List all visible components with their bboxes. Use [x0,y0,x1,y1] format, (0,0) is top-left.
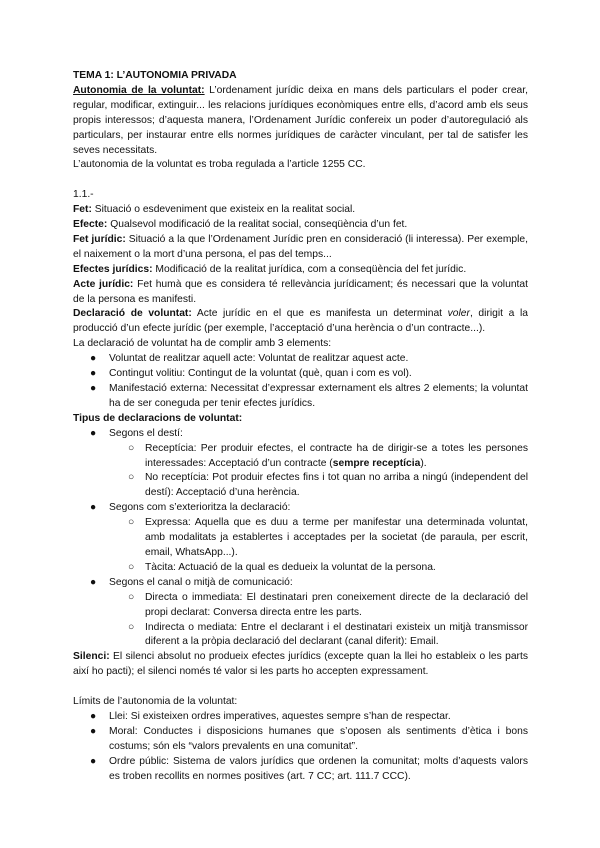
section-number: 1.1.- [73,189,94,201]
list-item-text: Manifestació externa: Necessitat d’expressar externament els altres 2 elements; la voluntat ha de ser coneguda per tenir efectes jurídics. [109,383,528,409]
definition-term: Fet: [73,204,92,216]
spacer [73,680,528,695]
document-page [73,69,528,784]
list-item-text: Segons com s’exterioritza la declaració: [109,502,291,514]
bullet-icon: ● [90,368,97,380]
definition-term: Efectes jurídics: [73,263,153,275]
list-item-text: Llei: Si existeixen ordres imperatives, aquestes sempre s’han de respectar. [109,710,451,722]
circle-bullet-icon: ○ [128,442,135,454]
silenci-term: Silenci: [73,651,110,663]
circle-bullet-icon: ○ [128,561,135,573]
declaracio-paragraph [73,307,528,337]
sublist-item [73,561,528,576]
tipus-heading: Tipus de declaracions de voluntat: [73,412,243,424]
sublist-item [73,516,528,561]
bullet-icon: ● [90,725,97,737]
definition-term: Acte jurídic: [73,278,134,290]
document-title: TEMA 1: L’AUTONOMIA PRIVADA [73,70,237,81]
sublist-item-text: Receptícia: Per produir efectes, el contracte ha de dirigir-se a totes les persones interessades: Acceptació d’un contracte ( [145,442,528,469]
tipus-list [73,427,528,651]
sublist-item-text: ). [420,457,427,469]
list-item-text: Voluntat de realitzar aquell acte: Voluntat de realitzar aquest acte. [109,353,409,365]
limits-heading: Límits de l’autonomia de la voluntat: [73,696,238,708]
bullet-icon: ● [90,353,97,365]
declaracio-elements-list [73,352,528,412]
autonomia-text: L’ordenament jurídic deixa en mans dels particulars el poder crear, regular, modificar, extinguir... les relacions jurídiques econòmiques entre ells, d’acord amb els seus propis interessos; d’aquesta manera, l’Ordenament Jurídic confereix un poder d’autoregulació als particulars, per instaurar entre ells normes jurídiques de caràcter vinculant, per tal de satisfer les seves necessitats. [73,84,528,156]
circle-bullet-icon: ○ [128,591,135,603]
bullet-icon: ● [90,755,97,767]
declaracio-text-a: Acte jurídic en el que es manifesta un determinat [191,308,448,320]
list-item [73,501,528,576]
list-item-text: Segons el canal o mitjà de comunicació: [109,576,293,588]
sublist-item-text: Tàcita: Actuació de la qual es dedueix la voluntat de la persona. [145,561,436,573]
list-item [73,382,528,412]
definition-term: Fet jurídic: [73,233,126,245]
circle-bullet-icon: ○ [128,621,135,633]
bullet-icon: ● [90,710,97,722]
sublist-item [73,471,528,501]
silenci-text: El silenci absolut no produeix efectes jurídics (excepte quan la llei ho estableix o les parts així ho pacti); el silenci només té valor si les parts ho accepten expressament. [73,651,528,678]
declaracio-intro: La declaració de voluntat ha de complir amb 3 elements: [73,338,332,350]
list-item [73,710,528,725]
autonomia-term: Autonomia de la voluntat: [73,84,205,96]
sublist-item-text: Expressa: Aquella que es duu a terme per manifestar una determinada voluntat, amb modalitats ja establertes i acceptades per la societat (de paraula, per escrit, email, WhatsApp...). [145,517,528,558]
sublist-item-bold: sempre receptícia [332,457,421,469]
bullet-icon: ● [90,576,97,588]
definition-efecte [73,218,528,233]
sublist [109,442,528,502]
sublist-item [73,591,528,621]
definition-text: Situació o esdeveniment que existeix en la realitat social. [91,204,356,216]
limits-list [73,710,528,785]
list-item [73,427,528,502]
list-item [73,755,528,785]
sublist-item-text: Indirecta o mediata: Entre el declarant i el destinatari existeix un mitjà transmissor diferent a la pròpia declaració del declarant (canal diferit): Email. [145,621,528,648]
definition-text: Fet humà que es considera té rellevància jurídicament; és necessari que la voluntat de la persona es manifesti. [73,278,529,305]
list-item-text: Contingut volitiu: Contingut de la voluntat (què, quan i com es vol). [109,368,412,380]
spacer [73,173,528,188]
autonomia-regulation: L’autonomia de la voluntat es troba regulada a l’article 1255 CC. [73,159,366,171]
sublist-item [73,621,528,651]
sublist [109,516,528,576]
declaracio-italic: voler [447,308,470,320]
definition-acte-juridic [73,278,528,308]
bullet-icon: ● [90,502,97,514]
definition-text: Qualsevol modificació de la realitat social, conseqüència d’un fet. [107,219,408,231]
list-item [73,725,528,755]
declaracio-term: Declaració de voluntat: [73,308,192,320]
autonomia-paragraph [73,84,528,159]
definition-text: Situació a la que l’Ordenament Jurídic pren en consideració (li interessa). Per exemple, el naixement o la mort d’una persona, el pas del temps... [73,233,528,260]
sublist-item-text: No receptícia: Pot produir efectes fins i tot quan no arriba a ningú (independent del destí): Acceptació d’una herència. [145,472,528,499]
bullet-icon: ● [90,427,97,439]
sublist [109,591,528,651]
circle-bullet-icon: ○ [128,472,135,484]
list-item [73,352,528,367]
sublist-item [73,442,528,472]
definition-term: Efecte: [73,219,108,231]
list-item-text: Moral: Conductes i disposicions humanes que s’oposen als sentiments d’ètica i bons costums; són els “valors prevalents en una comunitat”. [109,725,528,752]
silenci-paragraph [73,650,528,680]
list-item [73,367,528,382]
list-item-text: Ordre públic: Sistema de valors jurídics que ordenen la comunitat; molts d’aquests valors es troben recollits en normes positives (art. 7 CC; art. 111.7 CCC). [109,755,528,782]
definition-fet [73,203,528,218]
circle-bullet-icon: ○ [128,517,135,529]
list-item-text: Segons el destí: [109,427,183,439]
declaracio-text-b: , dirigit a la producció d’un efecte jurídic (per exemple, l’acceptació d’una herència o d’un contracte...). [73,308,528,335]
definition-efectes-juridics [73,263,528,278]
sublist-item-text: Directa o immediata: El destinatari pren coneixement directe de la declaració del propi declarat: Conversa directa entre les parts. [145,591,528,618]
definition-text: Modificació de la realitat jurídica, com a conseqüència del fet jurídic. [152,263,467,275]
definition-fet-juridic [73,233,528,263]
list-item [73,576,528,651]
bullet-icon: ● [90,383,97,395]
